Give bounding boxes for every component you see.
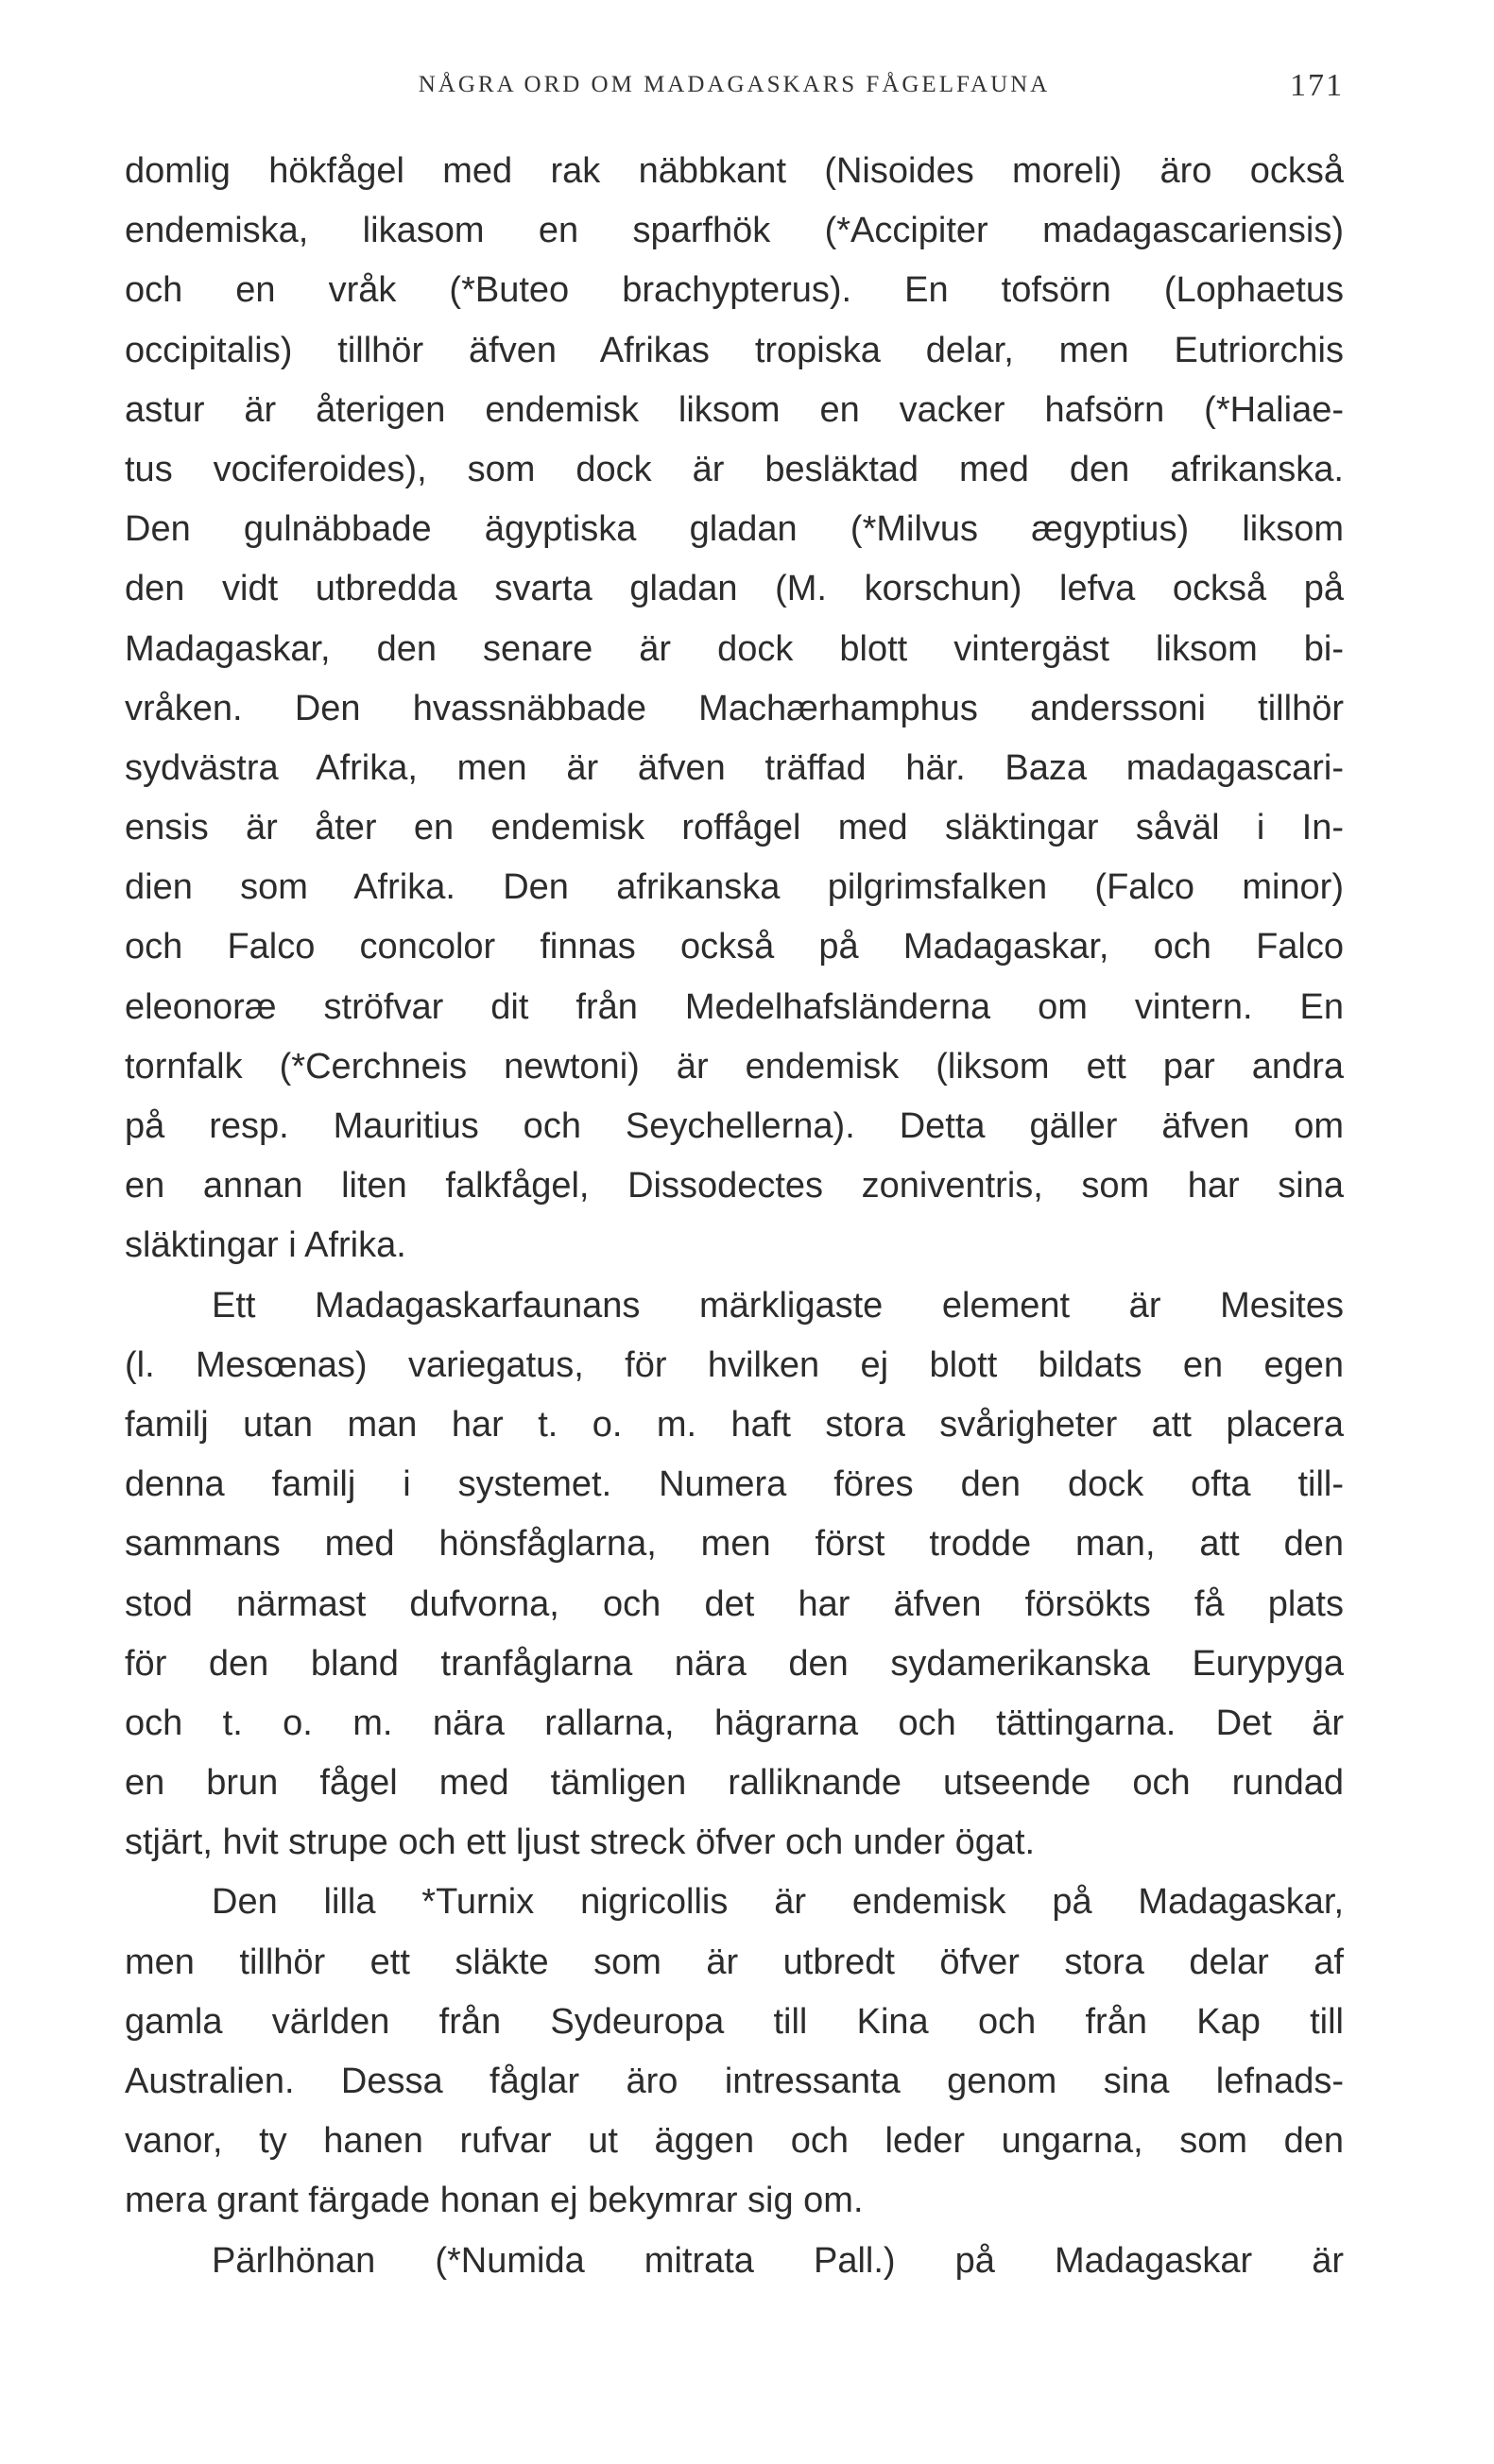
text-line: domlig hökfågel med rak näbbkant (Nisoides moreli) äro också <box>125 151 1344 191</box>
text-line: Australien. Dessa fåglar äro intressanta genom sina lefnads- <box>125 2062 1344 2101</box>
text-line: mera grant färgade honan ej bekymrar sig om. <box>125 2181 864 2221</box>
text-line: och en vråk (*Buteo brachypterus). En tofsörn (Lophaetus <box>125 270 1344 311</box>
text-line: Madagaskar, den senare är dock blott vintergäst liksom bi- <box>125 628 1344 669</box>
running-header-title: NÅGRA ORD OM MADAGASKARS FÅGELFAUNA <box>418 72 1051 97</box>
body-text <box>125 142 1344 2291</box>
text-line: stod närmast dufvorna, och det har äfven försökts få plats <box>125 1583 1344 1624</box>
text-line: Pärlhönan (*Numida mitrata Pall.) på Madagaskar är <box>212 2240 1344 2281</box>
text-line: Ett Madagaskarfaunans märkligaste element är Mesites <box>212 1285 1344 1326</box>
text-line: astur är återigen endemisk liksom en vacker hafsörn (*Haliae- <box>125 389 1344 430</box>
text-line: men tillhör ett släkte som är utbredt öfver stora delar af <box>125 1942 1344 1982</box>
running-header <box>125 68 1344 110</box>
text-line: på resp. Mauritius och Seychellerna). Detta gäller äfven om <box>125 1106 1344 1146</box>
text-line: ensis är åter en endemisk roffågel med släktingar såväl i In- <box>125 808 1344 848</box>
text-line: familj utan man har t. o. m. haft stora svårigheter att placera <box>125 1404 1344 1445</box>
text-line: (l. Mesœnas) variegatus, för hvilken ej blott bildats en egen <box>125 1344 1344 1385</box>
text-line: tus vociferoides), som dock är besläktad med den afrikanska. <box>125 449 1344 489</box>
text-line: vanor, ty hanen rufvar ut äggen och leder ungarna, som den <box>125 2121 1344 2162</box>
text-line: för den bland tranfåglarna nära den sydamerikanska Eurypyga <box>125 1643 1344 1684</box>
text-line: och t. o. m. nära rallarna, hägrarna och tättingarna. Det är <box>125 1703 1344 1743</box>
text-line: eleonoræ ströfvar dit från Medelhafsländerna om vintern. En <box>125 986 1344 1027</box>
text-line: den vidt utbredda svarta gladan (M. korschun) lefva också på <box>125 569 1344 609</box>
text-line: Den lilla *Turnix nigricollis är endemisk på Madagaskar, <box>212 1882 1344 1923</box>
page-number: 171 <box>1290 68 1344 103</box>
text-line: stjärt, hvit strupe och ett ljust streck öfver och under ögat. <box>125 1822 1036 1863</box>
text-line: och Falco concolor finnas också på Madagaskar, och Falco <box>125 927 1344 967</box>
text-line: gamla världen från Sydeuropa till Kina och från Kap till <box>125 2001 1344 2042</box>
text-line: sammans med hönsfåglarna, men först trodde man, att den <box>125 1524 1344 1565</box>
text-line: släktingar i Afrika. <box>125 1225 406 1266</box>
text-line: occipitalis) tillhör äfven Afrikas tropiska delar, men Eutriorchis <box>125 330 1344 370</box>
text-line: en annan liten falkfågel, Dissodectes zoniventris, som har sina <box>125 1166 1344 1206</box>
text-line: dien som Afrika. Den afrikanska pilgrimsfalken (Falco minor) <box>125 867 1344 908</box>
text-line: vråken. Den hvassnäbbade Machærhamphus anderssoni tillhör <box>125 688 1344 728</box>
text-line: sydvästra Afrika, men är äfven träffad här. Baza madagascari- <box>125 747 1344 788</box>
text-line: endemiska, likasom en sparfhök (*Accipiter madagascariensis) <box>125 211 1344 251</box>
text-line: tornfalk (*Cerchneis newtoni) är endemisk (liksom ett par andra <box>125 1046 1344 1087</box>
text-line: denna familj i systemet. Numera föres den dock ofta till- <box>125 1464 1344 1505</box>
text-line: en brun fågel med tämligen ralliknande utseende och rundad <box>125 1763 1344 1804</box>
text-line: Den gulnäbbade ägyptiska gladan (*Milvus ægyptius) liksom <box>125 509 1344 550</box>
